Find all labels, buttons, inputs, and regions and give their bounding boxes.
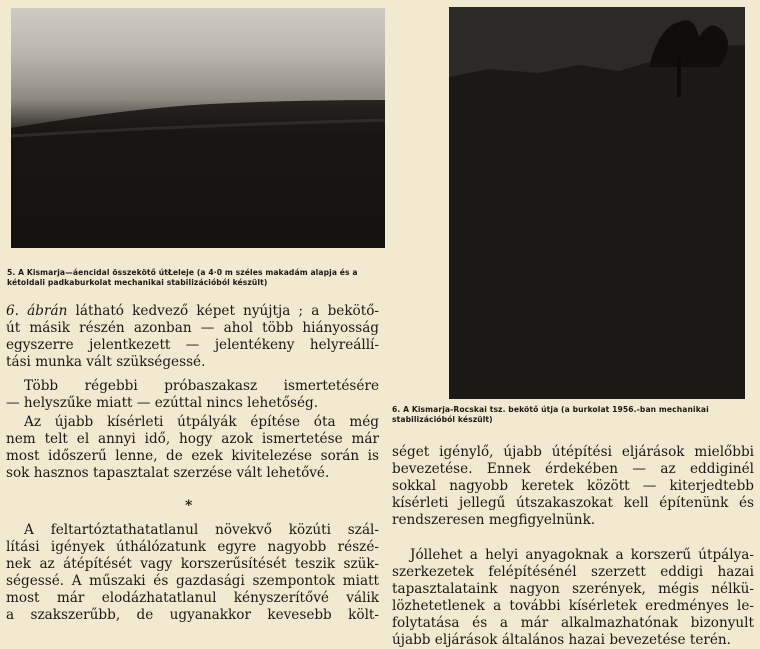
text-line: nek az átépítését vagy korszerűsítését teszik szük- xyxy=(6,556,379,572)
figure-6-caption: 6. A Kismarja-Rocskai tsz. bekötő útja (a burkolat 1956.-ban mechanikai stabilizációból készült) xyxy=(392,405,709,424)
figure-6-photo xyxy=(449,7,745,399)
text-line: kísérleti jellegű útszakaszokat kell építenünk és xyxy=(392,495,754,511)
figure-5-photo xyxy=(11,8,385,248)
text-line: rendszeresen megfigyelnünk. xyxy=(392,512,596,528)
text-line: most már elodázhatatlanul kényszerítővé válik xyxy=(6,590,379,606)
road-trees-graphic xyxy=(449,7,745,399)
text-line: sokkal nagyobb keretek között — kiterjedtebb xyxy=(392,478,754,494)
paragraph-3 xyxy=(6,414,379,482)
text-line: szerkezetek felépítésénél szerzett eddigi hazai xyxy=(392,564,754,580)
figure-5-caption: 5. A Kismarja—áencidal összekötő útŁeleje (a 4·0 m széles makadám alapja és a kétoldali padkaburkolat mechanikai stabilizációból készült) xyxy=(7,268,358,287)
text-line: tapasztalataink nagyon szerények, mégis nélkü- xyxy=(392,581,754,597)
text-line: bevezetése. Ennek érdekében — az eddiginél xyxy=(392,461,754,477)
text-line: Több régebbi próbaszakasz ismertetésére xyxy=(24,378,379,394)
text-line: séget igénylő, újabb útépítési eljárások mielőbbi xyxy=(392,444,754,460)
text-line: látható kedvező képet nyújtja ; a bekötő- xyxy=(75,303,379,319)
text-line: — helyszűke miatt — ezúttal nincs lehetőség. xyxy=(6,395,319,411)
text-line: ségessé. A műszaki és gazdasági szempontok miatt xyxy=(6,573,379,589)
text-line: sok hasznos tapasztalat szerzése vált lehetővé. xyxy=(6,465,330,481)
text-line: tási munka vált szükségessé. xyxy=(6,354,206,370)
paragraph-1 xyxy=(6,303,379,371)
road-photo-graphic xyxy=(11,8,385,248)
text-line: Jóllehet a helyi anyagoknak a korszerű útpálya- xyxy=(410,547,754,563)
text-line: Az újabb kísérleti útpályák építése óta még xyxy=(24,414,379,430)
text-line: most időszerű lenne, de ezek kivitelezése során is xyxy=(6,448,379,464)
section-separator: * xyxy=(185,498,193,514)
paragraph-2 xyxy=(6,378,379,412)
text-line: lözhetetlenek a további kísérletek eredményes le- xyxy=(392,598,754,614)
text-line: újabb eljárások általános hazai bevezetése terén. xyxy=(392,632,731,648)
text-line: egyszerre jelentkezett — jelentékeny helyreállí- xyxy=(6,337,379,353)
text-line: út másik részén azonban — ahol több hiányosság xyxy=(6,320,379,336)
paragraph-4 xyxy=(6,522,379,624)
text-line: lítási igények úthálózatunk egyre nagyobb részé- xyxy=(6,539,379,555)
text-line: nem telt el annyi idő, hogy azok ismertetése már xyxy=(6,431,379,447)
text-line: a szakszerűbb, de ugyanakkor kevesebb költ- xyxy=(6,607,379,623)
paragraph-5 xyxy=(392,444,754,529)
figure-reference: 6. ábrán xyxy=(6,303,68,319)
text-line: folytatása és a már alkalmazhatónak bizonyult xyxy=(392,615,754,631)
text-line: A feltartóztathatatlanul növekvő közúti szál- xyxy=(24,522,379,538)
